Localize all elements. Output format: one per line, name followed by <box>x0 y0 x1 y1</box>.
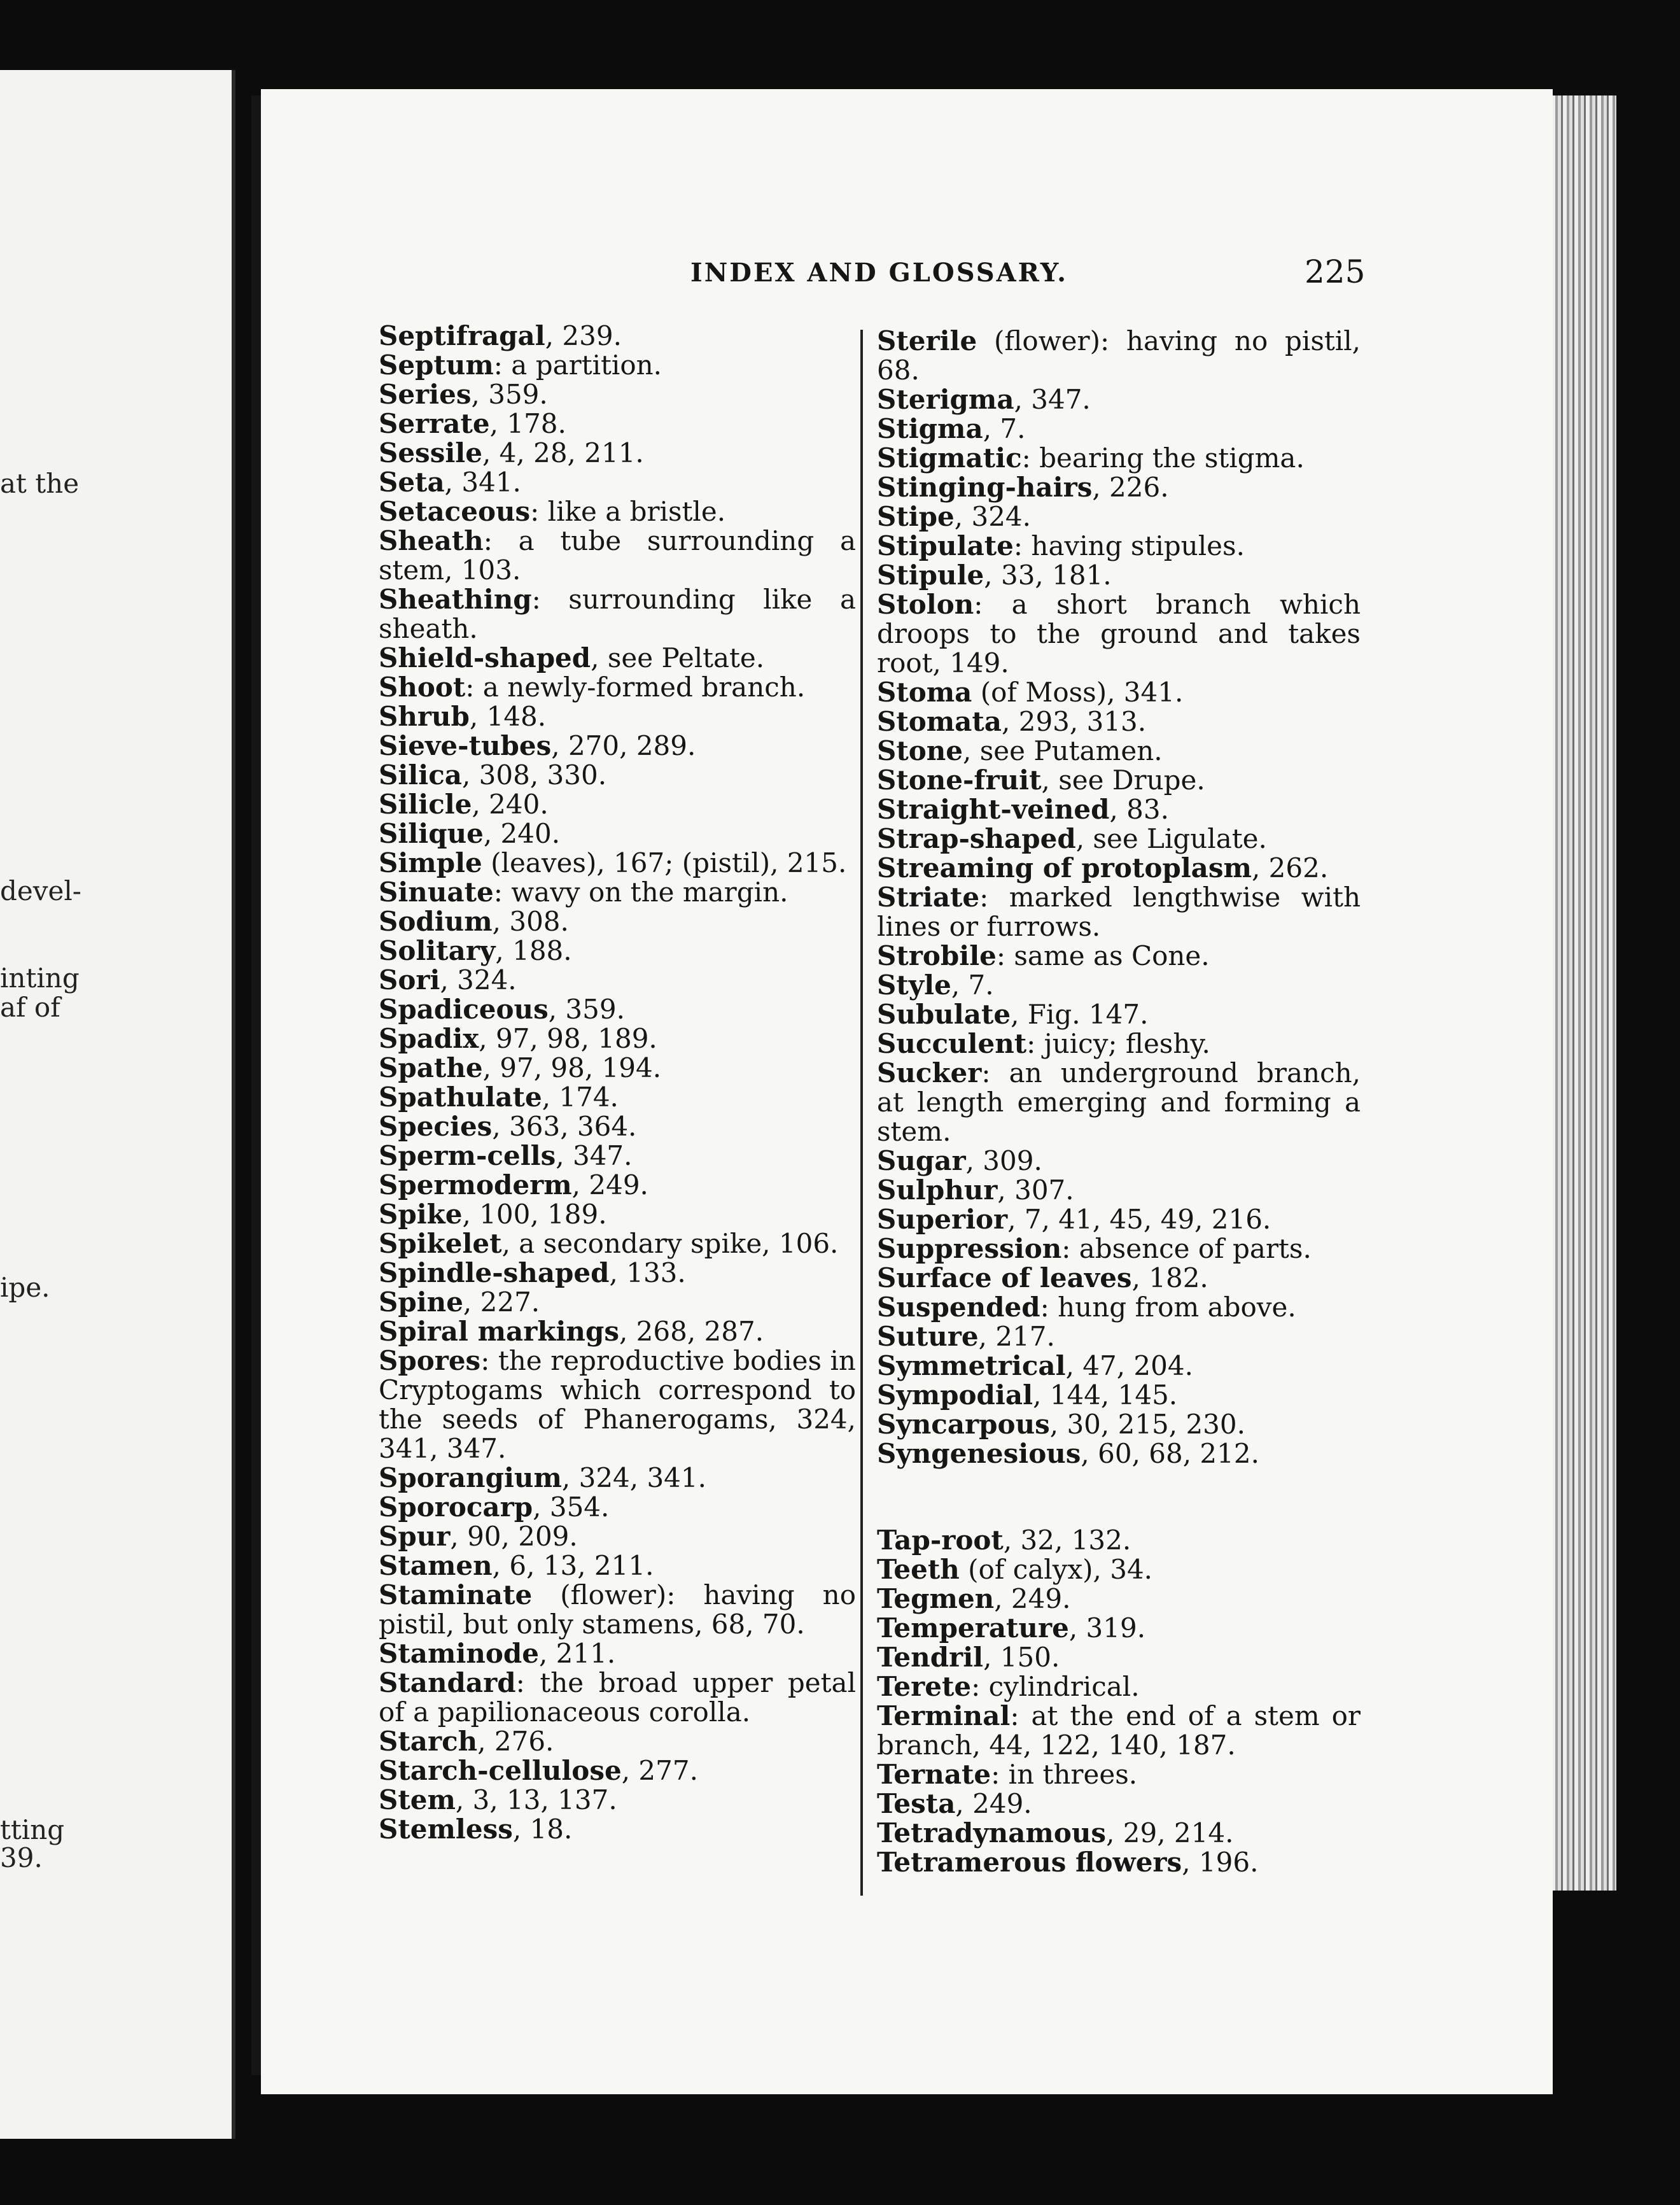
entry-term: Sessile <box>379 437 482 468</box>
index-entry <box>379 1288 856 1317</box>
entry-term: Shoot <box>379 672 466 703</box>
entry-term: Spathulate <box>379 1081 542 1113</box>
entry-term: Teeth <box>877 1554 960 1585</box>
index-entry <box>379 995 856 1024</box>
entry-term: Stone-fruit <box>877 764 1042 796</box>
facing-page-fragment: at the <box>0 468 80 499</box>
index-entry <box>379 1229 856 1258</box>
entry-text: , 7, 41, 45, 49, 216. <box>1007 1204 1271 1235</box>
entry-text: , 309. <box>965 1145 1042 1176</box>
entry-term: Sodium <box>379 906 493 937</box>
entry-term: Stigmatic <box>877 442 1022 474</box>
entry-text: , 347. <box>556 1140 633 1171</box>
entry-term: Sperm-cells <box>379 1140 556 1171</box>
entry-term: Stigma <box>877 413 983 444</box>
index-entry <box>877 561 1361 590</box>
index-entry <box>877 1410 1361 1439</box>
entry-term: Suppression <box>877 1233 1062 1264</box>
facing-page-fragment: tting <box>0 1814 65 1845</box>
entry-text: : a partition. <box>493 349 662 381</box>
entry-text: , 4, 28, 211. <box>482 437 644 468</box>
index-entry <box>379 468 856 497</box>
entry-term: Temperature <box>877 1612 1069 1644</box>
entry-text: , 277. <box>621 1755 698 1786</box>
entry-term: Strap-shaped <box>877 823 1076 854</box>
index-entry <box>379 1317 856 1346</box>
entry-text: : like a bristle. <box>530 496 726 527</box>
index-entry <box>379 1200 856 1229</box>
index-entry <box>379 321 856 351</box>
entry-term: Tendril <box>877 1642 984 1673</box>
index-entry <box>877 1293 1361 1322</box>
entry-text: , 307. <box>997 1174 1074 1206</box>
entry-text: , see Putamen. <box>963 735 1163 766</box>
index-entry <box>877 1789 1361 1819</box>
entry-text: , 249. <box>571 1169 648 1201</box>
entry-term: Setaceous <box>379 496 531 527</box>
entry-term: Tap-root <box>877 1525 1004 1556</box>
entry-text: , a secondary spike, 106. <box>501 1228 839 1259</box>
entry-text: (of Moss), 341. <box>972 677 1184 708</box>
index-entry <box>877 707 1361 736</box>
index-entry <box>877 1555 1361 1584</box>
entry-term: Terminal <box>877 1700 1011 1731</box>
entry-term: Sterigma <box>877 384 1014 415</box>
entry-term: Suture <box>877 1321 979 1352</box>
index-entry <box>379 1639 856 1668</box>
entry-text: , 90, 209. <box>450 1521 578 1552</box>
index-entry <box>379 1141 856 1171</box>
entry-text: , 324. <box>954 501 1031 532</box>
entry-term: Staminate <box>379 1579 533 1610</box>
entry-text: (flower): having no pistil, but only stamens, 68, 70. <box>379 1579 856 1640</box>
entry-text: : juicy; fleshy. <box>1026 1028 1210 1059</box>
entry-text: : wavy on the margin. <box>493 877 788 908</box>
entry-text: , 240. <box>472 789 549 820</box>
entry-text: : marked lengthwise with lines or furrows. <box>877 882 1361 942</box>
entry-term: Sheath <box>379 525 484 556</box>
entry-text: , 240. <box>483 818 561 849</box>
entry-text: , 347. <box>1014 384 1091 415</box>
entry-text: , 32, 132. <box>1003 1525 1131 1556</box>
entry-term: Serrate <box>379 408 490 439</box>
index-entry <box>379 1463 856 1493</box>
entry-term: Sinuate <box>379 877 494 908</box>
entry-term: Striate <box>877 882 980 913</box>
index-entry <box>379 585 856 644</box>
index-entry <box>379 1581 856 1639</box>
index-entry <box>877 941 1361 971</box>
index-entry <box>877 1205 1361 1234</box>
index-entry <box>379 907 856 936</box>
entry-text: : in threes. <box>991 1759 1138 1790</box>
entry-text: , 7. <box>983 413 1026 444</box>
entry-text: , 144, 145. <box>1033 1379 1178 1411</box>
entry-term: Septifragal <box>379 320 545 351</box>
index-entry <box>379 819 856 849</box>
entry-text: , 227. <box>463 1286 540 1318</box>
entry-term: Silicle <box>379 789 472 820</box>
index-entry <box>877 883 1361 941</box>
index-entry <box>379 380 856 409</box>
entry-term: Spindle-shaped <box>379 1257 610 1288</box>
entry-term: Septum <box>379 349 494 381</box>
entry-text: : cylindrical. <box>971 1671 1140 1702</box>
entry-text: : bearing the stigma. <box>1021 442 1305 474</box>
entry-text: , 100, 189. <box>462 1199 607 1230</box>
index-entry <box>379 497 856 526</box>
entry-term: Stoma <box>877 677 972 708</box>
index-entry <box>877 385 1361 414</box>
index-entry <box>379 1112 856 1141</box>
index-entry <box>877 736 1361 766</box>
facing-page-fragment: ipe. <box>0 1272 50 1303</box>
entry-text: , 324. <box>440 964 517 996</box>
index-entry <box>877 327 1361 385</box>
entry-text: , 174. <box>542 1081 619 1113</box>
entry-text: : same as Cone. <box>996 940 1210 971</box>
entry-text: , 217. <box>978 1321 1055 1352</box>
entry-text: (leaves), 167; (pistil), 215. <box>482 847 847 878</box>
entry-text: , Fig. 147. <box>1011 999 1149 1030</box>
entry-term: Spores <box>379 1345 481 1376</box>
entry-text: , 359. <box>471 379 548 410</box>
entry-text: , 97, 98, 194. <box>482 1052 662 1083</box>
entry-text: : surrounding like a sheath. <box>379 584 856 644</box>
entry-text: , 293, 313. <box>1002 706 1147 737</box>
entry-term: Style <box>877 969 951 1001</box>
entry-text: , 359. <box>548 994 625 1025</box>
entry-text: , 188. <box>495 935 572 966</box>
entry-text: : the reproductive bodies in Cryptogams which correspond to the seeds of Phanerogams, 324, 341, 347. <box>379 1345 856 1464</box>
index-entry <box>877 473 1361 502</box>
index-entry <box>379 526 856 585</box>
index-entry <box>877 1059 1361 1146</box>
entry-term: Tetramerous flowers <box>877 1847 1182 1878</box>
index-entry <box>379 644 856 673</box>
index-entry <box>877 1819 1361 1848</box>
entry-term: Succulent <box>877 1028 1027 1059</box>
entry-text: , 262. <box>1251 852 1329 884</box>
index-entry <box>379 790 856 819</box>
entry-text: , 33, 181. <box>984 560 1112 591</box>
index-entry <box>877 1264 1361 1293</box>
entry-term: Stipe <box>877 501 955 532</box>
entry-text: , see Drupe. <box>1041 764 1205 796</box>
entry-term: Stomata <box>877 706 1002 737</box>
index-entry <box>379 702 856 731</box>
entry-text: , 270, 289. <box>551 730 696 761</box>
entry-term: Stipulate <box>877 530 1014 561</box>
entry-term: Spadix <box>379 1023 479 1054</box>
index-entry <box>379 878 856 907</box>
entry-text: , 239. <box>545 320 622 351</box>
entry-text: : an underground branch, at length emerging and forming a stem. <box>877 1057 1361 1147</box>
section-gap <box>877 1469 1361 1526</box>
entry-term: Starch <box>379 1726 478 1757</box>
entry-text: (of calyx), 34. <box>959 1554 1153 1585</box>
entry-text: : having stipules. <box>1013 530 1245 561</box>
entry-term: Standard <box>379 1667 516 1698</box>
entry-text: (flower): having no pistil, 68. <box>877 325 1361 386</box>
entry-text: , 196. <box>1182 1847 1259 1878</box>
entry-term: Solitary <box>379 935 496 966</box>
index-entry <box>877 1234 1361 1264</box>
index-entry <box>877 590 1361 678</box>
entry-term: Stone <box>877 735 963 766</box>
entry-term: Sporangium <box>379 1462 562 1493</box>
index-entry <box>379 439 856 468</box>
entry-text: , 308, 330. <box>461 759 607 791</box>
index-entry <box>877 1526 1361 1555</box>
facing-page-fragment: af of <box>0 992 60 1023</box>
index-entry <box>877 1176 1361 1205</box>
entry-term: Series <box>379 379 472 410</box>
entry-term: Strobile <box>877 940 997 971</box>
index-entry <box>877 1848 1361 1877</box>
index-entry <box>379 1727 856 1756</box>
index-entry <box>877 1351 1361 1381</box>
entry-term: Stinging-hairs <box>877 472 1093 503</box>
entry-text: : at the end of a stem or branch, 44, 122, 140, 187. <box>877 1700 1361 1761</box>
entry-term: Sori <box>379 964 440 996</box>
index-entry <box>877 766 1361 795</box>
entry-text: , 276. <box>477 1726 554 1757</box>
entry-text: , 47, 204. <box>1065 1350 1193 1381</box>
entry-term: Stem <box>379 1784 456 1815</box>
facing-page-fragment: 39. <box>0 1842 43 1873</box>
entry-text: , 97, 98, 189. <box>479 1023 657 1054</box>
entry-term: Simple <box>379 847 482 878</box>
entry-term: Stamen <box>379 1550 493 1581</box>
entry-term: Surface of leaves <box>877 1262 1132 1293</box>
entry-text: , 249. <box>994 1583 1071 1614</box>
index-entry <box>379 1258 856 1288</box>
index-entry <box>877 502 1361 532</box>
entry-term: Spike <box>379 1199 463 1230</box>
index-entry <box>877 1322 1361 1351</box>
index-entry <box>379 409 856 439</box>
entry-text: , 319. <box>1068 1612 1146 1644</box>
facing-page-fragment: devel- <box>0 875 81 906</box>
entry-term: Shield-shaped <box>379 642 591 673</box>
index-entry <box>379 1756 856 1786</box>
entry-term: Stemless <box>379 1814 513 1845</box>
entry-term: Suspended <box>877 1292 1040 1323</box>
entry-term: Spermoderm <box>379 1169 572 1201</box>
entry-term: Tegmen <box>877 1583 995 1614</box>
entry-term: Superior <box>877 1204 1008 1235</box>
entry-term: Starch-cellulose <box>379 1755 622 1786</box>
entry-text: , 7. <box>951 969 994 1001</box>
entry-text: , 308. <box>492 906 569 937</box>
index-entry <box>379 1815 856 1844</box>
entry-term: Tetradynamous <box>877 1817 1107 1849</box>
index-entry <box>877 1381 1361 1410</box>
entry-term: Streaming of protoplasm <box>877 852 1252 884</box>
entry-term: Sheathing <box>379 584 532 615</box>
index-entry <box>877 678 1361 707</box>
entry-text: , 341. <box>444 467 521 498</box>
index-entry <box>877 1760 1361 1789</box>
entry-text: , see Ligulate. <box>1075 823 1267 854</box>
index-entry <box>379 849 856 878</box>
entry-text: , 178. <box>489 408 566 439</box>
entry-term: Sugar <box>877 1145 966 1176</box>
entry-term: Spiral markings <box>379 1316 619 1347</box>
entry-text: : the broad upper petal of a papilionaceous corolla. <box>379 1667 856 1728</box>
index-entry <box>877 532 1361 561</box>
entry-term: Sieve-tubes <box>379 730 552 761</box>
entry-term: Spadiceous <box>379 994 549 1025</box>
entry-term: Staminode <box>379 1638 539 1669</box>
index-entry <box>877 1029 1361 1059</box>
entry-text: , 249. <box>955 1788 1032 1819</box>
entry-term: Spikelet <box>379 1228 502 1259</box>
entry-term: Stolon <box>877 589 974 620</box>
entry-term: Terete <box>877 1671 972 1702</box>
entry-term: Syngenesious <box>877 1438 1081 1469</box>
entry-text: : a tube surrounding a stem, 103. <box>379 525 856 586</box>
index-entry <box>877 444 1361 473</box>
index-entry <box>379 731 856 761</box>
index-entry <box>379 1053 856 1083</box>
column-divider <box>860 330 863 1896</box>
index-entry <box>877 1614 1361 1643</box>
entry-term: Shrub <box>379 701 470 732</box>
index-entry <box>379 936 856 966</box>
index-column-left <box>379 321 856 1844</box>
index-entry <box>877 1000 1361 1029</box>
index-entry <box>877 1146 1361 1176</box>
index-entry <box>877 971 1361 1000</box>
entry-text: , 60, 68, 212. <box>1081 1438 1259 1469</box>
entry-text: , 29, 214. <box>1106 1817 1234 1849</box>
entry-text: , 324, 341. <box>561 1462 706 1493</box>
entry-term: Spathe <box>379 1052 483 1083</box>
entry-term: Spur <box>379 1521 451 1552</box>
index-entry <box>379 1786 856 1815</box>
entry-term: Silica <box>379 759 462 791</box>
index-entry <box>877 1584 1361 1614</box>
index-entry <box>379 351 856 380</box>
entry-term: Subulate <box>877 999 1011 1030</box>
entry-term: Sulphur <box>877 1174 998 1206</box>
entry-text: , 363, 364. <box>492 1111 637 1142</box>
index-entry <box>877 1701 1361 1760</box>
entry-text: : a short branch which droops to the ground and takes root, 149. <box>877 589 1361 679</box>
entry-text: , 83. <box>1109 794 1169 825</box>
index-entry <box>379 1083 856 1112</box>
index-entry <box>877 1643 1361 1672</box>
entry-text: , 30, 215, 230. <box>1049 1409 1245 1440</box>
index-entry <box>379 1668 856 1727</box>
entry-text: : a newly-formed branch. <box>465 672 806 703</box>
entry-text: , 6, 13, 211. <box>492 1550 654 1581</box>
index-column-right <box>877 327 1361 1877</box>
entry-text: , 211. <box>538 1638 616 1669</box>
entry-text: , 133. <box>609 1257 686 1288</box>
entry-term: Sympodial <box>877 1379 1033 1411</box>
index-entry <box>379 1024 856 1053</box>
entry-term: Testa <box>877 1788 956 1819</box>
index-entry <box>877 824 1361 854</box>
entry-term: Seta <box>379 467 445 498</box>
index-entry <box>379 966 856 995</box>
index-entry <box>379 761 856 790</box>
entry-term: Sterile <box>877 325 977 356</box>
index-entry <box>379 673 856 702</box>
entry-text: , see Peltate. <box>591 642 765 673</box>
page-number: 225 <box>1305 253 1366 290</box>
entry-term: Species <box>379 1111 493 1142</box>
entry-text: , 268, 287. <box>619 1316 764 1347</box>
entry-text: : absence of parts. <box>1061 1233 1312 1264</box>
entry-text: , 182. <box>1131 1262 1208 1293</box>
running-head: INDEX AND GLOSSARY. <box>690 258 1068 288</box>
entry-term: Straight-veined <box>877 794 1110 825</box>
index-entry <box>379 1493 856 1522</box>
index-entry <box>877 1672 1361 1701</box>
index-entry <box>379 1522 856 1551</box>
entry-text: , 150. <box>983 1642 1060 1673</box>
entry-text: , 354. <box>533 1491 610 1523</box>
entry-term: Silique <box>379 818 484 849</box>
entry-text: , 226. <box>1092 472 1169 503</box>
index-entry <box>379 1551 856 1581</box>
entry-term: Ternate <box>877 1759 991 1790</box>
index-entry <box>877 1439 1361 1469</box>
index-entry <box>379 1346 856 1463</box>
facing-page <box>0 70 235 2139</box>
index-entry <box>877 414 1361 444</box>
entry-text: , 18. <box>512 1814 573 1845</box>
entry-text: , 3, 13, 137. <box>455 1784 617 1815</box>
entry-term: Stipule <box>877 560 984 591</box>
entry-term: Spine <box>379 1286 463 1318</box>
facing-page-fragment: inting <box>0 962 80 994</box>
index-entry <box>379 1171 856 1200</box>
entry-term: Sucker <box>877 1057 982 1088</box>
entry-text: : hung from above. <box>1040 1292 1296 1323</box>
entry-term: Syncarpous <box>877 1409 1050 1440</box>
index-entry <box>877 795 1361 824</box>
entry-text: , 148. <box>469 701 547 732</box>
index-entry <box>877 854 1361 883</box>
entry-term: Symmetrical <box>877 1350 1066 1381</box>
entry-term: Sporocarp <box>379 1491 533 1523</box>
